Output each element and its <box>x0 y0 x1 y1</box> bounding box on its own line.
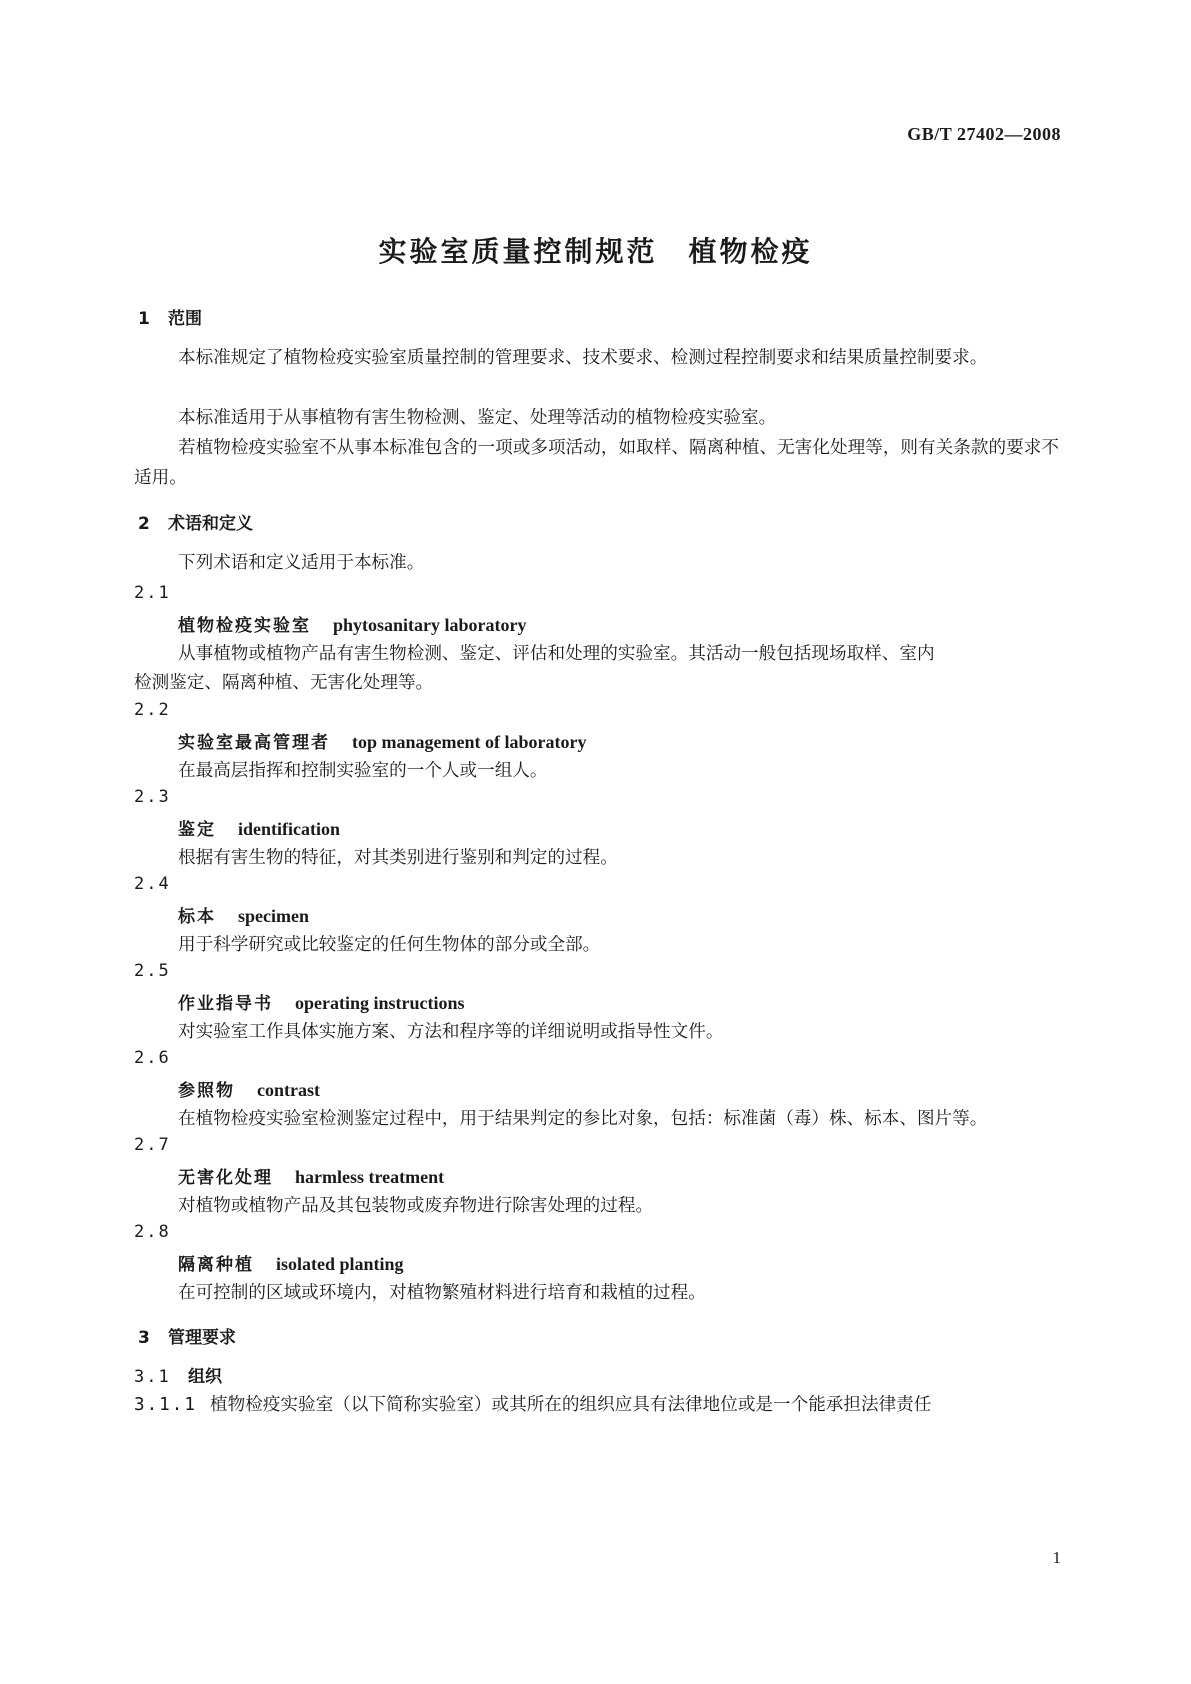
term-definition: 对植物或植物产品及其包装物或废弃物进行除害处理的过程。 <box>178 1196 654 1216</box>
clause-number: 2.4 <box>134 874 171 894</box>
section-2-intro: 下列术语和定义适用于本标准。 <box>178 553 425 573</box>
term-definition-cont: 检测鉴定、隔离种植、无害化处理等。 <box>134 673 434 693</box>
term-entry <box>178 728 586 753</box>
term-en: isolated planting <box>276 1254 404 1274</box>
term-zh: 隔离种植 <box>178 1255 254 1275</box>
section-1-heading <box>138 304 202 329</box>
term-definition: 在植物检疫实验室检测鉴定过程中，用于结果判定的参比对象，包括：标准菌（毒）株、标本、图片等。 <box>178 1109 988 1129</box>
term-entry <box>178 989 465 1014</box>
term-definition: 从事植物或植物产品有害生物检测、鉴定、评估和处理的实验室。其活动一般包括现场取样、室内 <box>178 644 935 664</box>
term-zh: 作业指导书 <box>178 994 273 1014</box>
term-en: top management of laboratory <box>352 732 587 752</box>
section-1-paragraph-2: 本标准适用于从事植物有害生物检测、鉴定、处理等活动的植物检疫实验室。 <box>178 408 777 428</box>
term-entry <box>178 611 527 636</box>
term-definition: 在可控制的区域或环境内，对植物繁殖材料进行培育和栽植的过程。 <box>178 1283 706 1303</box>
clause-3-1-1 <box>134 1391 931 1416</box>
term-en: specimen <box>238 906 309 926</box>
term-en: identification <box>238 819 340 839</box>
standard-number: GB/T 27402—2008 <box>907 124 1061 144</box>
section-title: 术语和定义 <box>168 514 253 534</box>
term-zh: 鉴定 <box>178 820 216 840</box>
clause-number: 2.6 <box>134 1048 171 1068</box>
term-zh: 无害化处理 <box>178 1168 273 1188</box>
term-zh: 植物检疫实验室 <box>178 616 311 636</box>
section-number: 3 <box>138 1328 150 1348</box>
section-1-paragraph-1: 本标准规定了植物检疫实验室质量控制的管理要求、技术要求、检测过程控制要求和结果质量控制要求。 <box>178 348 988 368</box>
clause-number: 2.1 <box>134 583 171 603</box>
clause-text: 植物检疫实验室（以下简称实验室）或其所在的组织应具有法律地位或是一个能承担法律责任 <box>210 1395 932 1415</box>
term-entry <box>178 1163 444 1188</box>
term-entry <box>178 815 340 840</box>
clause-number: 2.8 <box>134 1222 171 1242</box>
section-1-paragraph-3: 若植物检疫实验室不从事本标准包含的一项或多项活动，如取样、隔离种植、无害化处理等，则有关条款的要求不适用。 <box>134 438 1059 488</box>
term-entry <box>178 902 309 927</box>
term-zh: 参照物 <box>178 1081 235 1101</box>
subsection-3-1-heading <box>134 1362 222 1387</box>
clause-number: 2.5 <box>134 961 171 981</box>
subsection-title: 组织 <box>188 1367 222 1387</box>
section-3-heading <box>138 1323 236 1348</box>
clause-number: 2.2 <box>134 700 171 720</box>
term-en: harmless treatment <box>295 1167 445 1187</box>
clause-number: 2.3 <box>134 787 171 807</box>
term-zh: 实验室最高管理者 <box>178 733 330 753</box>
section-number: 2 <box>138 514 150 534</box>
term-entry <box>178 1250 404 1275</box>
term-en: phytosanitary laboratory <box>333 615 527 635</box>
term-definition: 对实验室工作具体实施方案、方法和程序等的详细说明或指导性文件。 <box>178 1022 724 1042</box>
term-definition: 根据有害生物的特征，对其类别进行鉴别和判定的过程。 <box>178 848 618 868</box>
term-en: operating instructions <box>295 993 465 1013</box>
document-title: 实验室质量控制规范 植物检疫 <box>378 235 813 268</box>
term-en: contrast <box>257 1080 320 1100</box>
clause-number: 2.7 <box>134 1135 171 1155</box>
section-title: 管理要求 <box>168 1328 236 1348</box>
clause-number: 3.1.1 <box>134 1395 197 1415</box>
term-definition: 用于科学研究或比较鉴定的任何生物体的部分或全部。 <box>178 935 601 955</box>
subsection-number: 3.1 <box>134 1367 171 1387</box>
term-definition: 在最高层指挥和控制实验室的一个人或一组人。 <box>178 761 548 781</box>
section-number: 1 <box>138 309 150 329</box>
term-entry <box>178 1076 320 1101</box>
page-number: 1 <box>1052 1548 1061 1567</box>
section-2-heading <box>138 509 253 534</box>
section-title: 范围 <box>168 309 202 329</box>
term-zh: 标本 <box>178 907 216 927</box>
